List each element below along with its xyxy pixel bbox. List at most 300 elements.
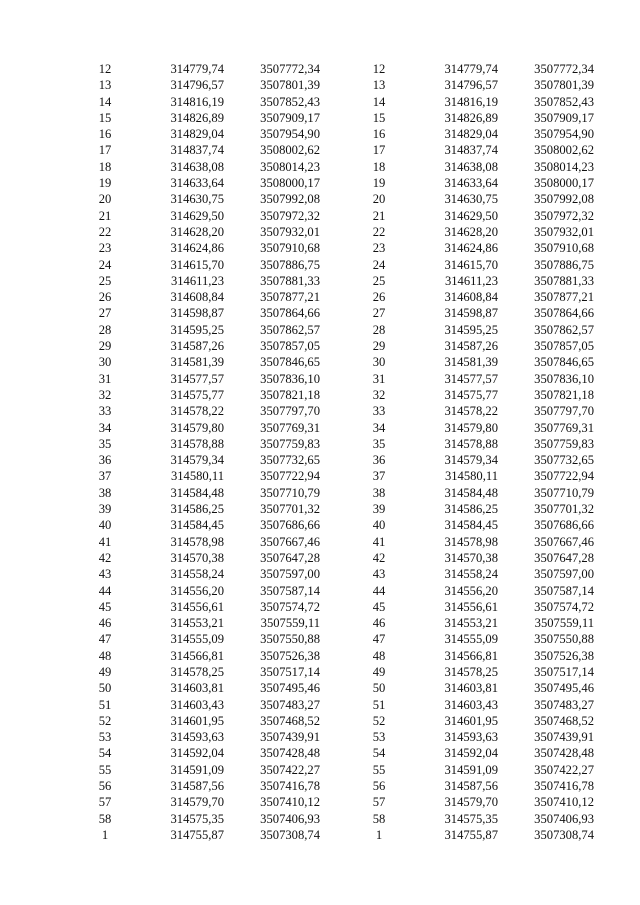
right-y-coordinate: 3507877,21 [534,290,594,305]
left-point-number: 28 [98,322,112,337]
right-y-coordinate: 3507406,93 [534,811,594,826]
right-x-coordinate: 314608,84 [444,290,498,305]
right-y-coordinate: 3507881,33 [534,273,594,288]
left-point-number: 50 [98,681,112,696]
right-y-coordinate: 3507910,68 [534,241,594,256]
right-y-coordinate: 3507909,17 [534,110,594,125]
right-y-coordinate: 3507992,08 [534,192,594,207]
table-row [362,631,594,647]
left-point-number: 23 [98,241,112,256]
right-point-number: 28 [372,322,386,337]
right-y-coordinate: 3507517,14 [534,664,594,679]
table-row [362,583,594,599]
right-x-coordinate: 314638,08 [444,159,498,174]
right-point-number: 34 [372,420,386,435]
right-point-number: 53 [372,730,386,745]
left-x-coordinate: 314796,57 [170,78,224,93]
right-y-coordinate: 3507857,05 [534,339,594,354]
right-point-number: 47 [372,632,386,647]
left-y-coordinate: 3507574,72 [260,599,320,614]
table-row [362,550,594,566]
left-x-coordinate: 314608,84 [170,290,224,305]
left-y-coordinate: 3507846,65 [260,355,320,370]
right-x-coordinate: 314591,09 [444,762,498,777]
left-y-coordinate: 3507701,32 [260,502,320,517]
table-row [88,452,320,468]
right-point-number: 37 [372,469,386,484]
table-row [88,387,320,403]
right-point-number: 39 [372,502,386,517]
left-x-coordinate: 314586,25 [170,502,224,517]
left-point-number: 49 [98,664,112,679]
table-row [88,159,320,175]
left-x-coordinate: 314584,45 [170,518,224,533]
table-row [88,827,320,843]
left-x-coordinate: 314579,70 [170,795,224,810]
left-x-coordinate: 314598,87 [170,306,224,321]
table-row [362,566,594,582]
left-point-number: 54 [98,746,112,761]
table-row [88,713,320,729]
right-point-number: 16 [372,127,386,142]
left-y-coordinate: 3507722,94 [260,469,320,484]
table-row [88,615,320,631]
left-x-coordinate: 314566,81 [170,648,224,663]
right-x-coordinate: 314633,64 [444,176,498,191]
right-x-coordinate: 314553,21 [444,616,498,631]
left-y-coordinate: 3507468,52 [260,713,320,728]
right-x-coordinate: 314584,45 [444,518,498,533]
table-row [88,550,320,566]
table-row [362,680,594,696]
table-row [362,485,594,501]
right-point-number: 42 [372,550,386,565]
table-row [362,371,594,387]
right-point-number: 38 [372,485,386,500]
left-y-coordinate: 3507406,93 [260,811,320,826]
right-x-coordinate: 314578,98 [444,534,498,549]
left-point-number: 19 [98,176,112,191]
table-row [88,305,320,321]
table-row [362,191,594,207]
right-point-number: 12 [372,62,386,76]
coordinates-table-left [88,61,320,843]
right-point-number: 13 [372,78,386,93]
left-point-number: 33 [98,404,112,419]
right-y-coordinate: 3507428,48 [534,746,594,761]
left-point-number: 53 [98,730,112,745]
right-y-coordinate: 3507972,32 [534,208,594,223]
right-y-coordinate: 3507468,52 [534,713,594,728]
right-point-number: 33 [372,404,386,419]
table-row [362,61,594,77]
left-y-coordinate: 3507732,65 [260,453,320,468]
table-row [362,420,594,436]
table-row [88,94,320,110]
right-y-coordinate: 3507710,79 [534,485,594,500]
left-y-coordinate: 3507495,46 [260,681,320,696]
table-row [88,61,320,77]
left-x-coordinate: 314837,74 [170,143,224,158]
left-y-coordinate: 3507852,43 [260,94,320,109]
right-x-coordinate: 314595,25 [444,322,498,337]
left-y-coordinate: 3507836,10 [260,371,320,386]
table-row [88,745,320,761]
left-point-number: 17 [98,143,112,158]
table-row [362,273,594,289]
right-point-number: 21 [372,208,386,223]
right-point-number: 52 [372,713,386,728]
right-point-number: 54 [372,746,386,761]
left-point-number: 22 [98,224,112,239]
left-y-coordinate: 3507909,17 [260,110,320,125]
right-x-coordinate: 314556,20 [444,583,498,598]
left-point-number: 40 [98,518,112,533]
table-row [362,794,594,810]
right-y-coordinate: 3507410,12 [534,795,594,810]
left-x-coordinate: 314575,35 [170,811,224,826]
right-y-coordinate: 3507954,90 [534,127,594,142]
right-x-coordinate: 314615,70 [444,257,498,272]
left-x-coordinate: 314570,38 [170,550,224,565]
left-y-coordinate: 3507667,46 [260,534,320,549]
table-row [88,142,320,158]
right-point-number: 57 [372,795,386,810]
left-point-number: 20 [98,192,112,207]
right-x-coordinate: 314580,11 [444,469,498,484]
table-row [362,762,594,778]
right-x-coordinate: 314603,43 [444,697,498,712]
table-row [362,452,594,468]
left-y-coordinate: 3507932,01 [260,224,320,239]
left-point-number: 37 [98,469,112,484]
right-y-coordinate: 3507846,65 [534,355,594,370]
right-x-coordinate: 314555,09 [444,632,498,647]
right-x-coordinate: 314556,61 [444,599,498,614]
left-y-coordinate: 3507797,70 [260,404,320,419]
left-y-coordinate: 3507550,88 [260,632,320,647]
table-row [362,648,594,664]
table-row [88,583,320,599]
left-x-coordinate: 314595,25 [170,322,224,337]
left-y-coordinate: 3507864,66 [260,306,320,321]
right-point-number: 49 [372,664,386,679]
table-row [362,110,594,126]
right-point-number: 46 [372,616,386,631]
coordinates-table-right-body [362,61,594,843]
left-y-coordinate: 3508000,17 [260,176,320,191]
left-y-coordinate: 3507597,00 [260,567,320,582]
left-y-coordinate: 3507710,79 [260,485,320,500]
right-point-number: 51 [372,697,386,712]
right-y-coordinate: 3507852,43 [534,94,594,109]
right-x-coordinate: 314581,39 [444,355,498,370]
left-x-coordinate: 314624,86 [170,241,224,256]
right-point-number: 24 [372,257,386,272]
left-point-number: 15 [98,110,112,125]
left-y-coordinate: 3507857,05 [260,339,320,354]
right-y-coordinate: 3507797,70 [534,404,594,419]
table-row [362,322,594,338]
left-point-number: 46 [98,616,112,631]
left-y-coordinate: 3507821,18 [260,387,320,402]
left-point-number: 27 [98,306,112,321]
right-y-coordinate: 3507886,75 [534,257,594,272]
left-y-coordinate: 3507526,38 [260,648,320,663]
right-x-coordinate: 314611,23 [444,273,498,288]
table-row [88,599,320,615]
right-y-coordinate: 3507308,74 [534,827,594,842]
left-y-coordinate: 3508002,62 [260,143,320,158]
right-x-coordinate: 314755,87 [444,827,498,842]
left-x-coordinate: 314603,81 [170,681,224,696]
left-x-coordinate: 314580,11 [170,469,224,484]
table-row [362,664,594,680]
table-row [88,403,320,419]
table-row [88,680,320,696]
coordinates-table-right [362,61,594,843]
left-x-coordinate: 314575,77 [170,387,224,402]
table-row [88,436,320,452]
table-row [88,224,320,240]
table-row [362,729,594,745]
table-row [362,175,594,191]
left-x-coordinate: 314628,20 [170,224,224,239]
right-point-number: 18 [372,159,386,174]
left-x-coordinate: 314629,50 [170,208,224,223]
table-row [88,811,320,827]
table-row [88,648,320,664]
left-point-number: 24 [98,257,112,272]
table-row [88,371,320,387]
right-y-coordinate: 3507701,32 [534,502,594,517]
right-y-coordinate: 3507597,00 [534,567,594,582]
right-x-coordinate: 314816,19 [444,94,498,109]
right-x-coordinate: 314586,25 [444,502,498,517]
table-row [362,403,594,419]
table-row [362,387,594,403]
right-x-coordinate: 314592,04 [444,746,498,761]
right-point-number: 31 [372,371,386,386]
left-x-coordinate: 314593,63 [170,730,224,745]
left-y-coordinate: 3507686,66 [260,518,320,533]
right-x-coordinate: 314578,88 [444,436,498,451]
right-point-number: 55 [372,762,386,777]
right-y-coordinate: 3507526,38 [534,648,594,663]
left-y-coordinate: 3507559,11 [260,616,320,631]
right-x-coordinate: 314578,22 [444,404,498,419]
left-point-number: 18 [98,159,112,174]
left-point-number: 56 [98,779,112,794]
table-row [88,208,320,224]
left-x-coordinate: 314601,95 [170,713,224,728]
table-row [88,338,320,354]
right-y-coordinate: 3507559,11 [534,616,594,631]
right-y-coordinate: 3507769,31 [534,420,594,435]
right-point-number: 32 [372,387,386,402]
left-point-number: 1 [101,827,109,842]
left-x-coordinate: 314578,22 [170,404,224,419]
left-x-coordinate: 314556,61 [170,599,224,614]
right-x-coordinate: 314624,86 [444,241,498,256]
right-point-number: 50 [372,681,386,696]
right-x-coordinate: 314826,89 [444,110,498,125]
left-x-coordinate: 314584,48 [170,485,224,500]
right-y-coordinate: 3507483,27 [534,697,594,712]
left-point-number: 36 [98,453,112,468]
left-point-number: 29 [98,339,112,354]
table-row [88,77,320,93]
left-point-number: 25 [98,273,112,288]
right-x-coordinate: 314630,75 [444,192,498,207]
right-y-coordinate: 3507587,14 [534,583,594,598]
right-point-number: 56 [372,779,386,794]
right-point-number: 45 [372,599,386,614]
right-x-coordinate: 314579,34 [444,453,498,468]
right-y-coordinate: 3508014,23 [534,159,594,174]
left-point-number: 13 [98,78,112,93]
left-point-number: 30 [98,355,112,370]
right-point-number: 44 [372,583,386,598]
right-x-coordinate: 314584,48 [444,485,498,500]
left-x-coordinate: 314779,74 [170,62,224,76]
table-row [88,289,320,305]
right-x-coordinate: 314601,95 [444,713,498,728]
table-row [88,420,320,436]
left-y-coordinate: 3507308,74 [260,827,320,842]
right-x-coordinate: 314577,57 [444,371,498,386]
left-x-coordinate: 314611,23 [170,273,224,288]
right-x-coordinate: 314603,81 [444,681,498,696]
left-y-coordinate: 3507881,33 [260,273,320,288]
table-row [362,77,594,93]
right-y-coordinate: 3507422,27 [534,762,594,777]
left-point-number: 55 [98,762,112,777]
right-x-coordinate: 314587,26 [444,339,498,354]
right-x-coordinate: 314829,04 [444,127,498,142]
table-row [88,664,320,680]
left-y-coordinate: 3507772,34 [260,62,320,76]
left-y-coordinate: 3507422,27 [260,762,320,777]
right-y-coordinate: 3507439,91 [534,730,594,745]
right-y-coordinate: 3507862,57 [534,322,594,337]
table-row [88,517,320,533]
left-point-number: 38 [98,485,112,500]
table-row [362,240,594,256]
left-y-coordinate: 3507801,39 [260,78,320,93]
table-row [362,159,594,175]
table-row [362,713,594,729]
left-point-number: 43 [98,567,112,582]
right-y-coordinate: 3508000,17 [534,176,594,191]
left-y-coordinate: 3507769,31 [260,420,320,435]
right-x-coordinate: 314579,80 [444,420,498,435]
table-row [88,697,320,713]
table-row [88,257,320,273]
left-y-coordinate: 3507954,90 [260,127,320,142]
coordinates-table-left-body [88,61,320,843]
left-point-number: 39 [98,502,112,517]
left-y-coordinate: 3507972,32 [260,208,320,223]
right-point-number: 19 [372,176,386,191]
right-point-number: 48 [372,648,386,663]
right-point-number: 27 [372,306,386,321]
right-y-coordinate: 3508002,62 [534,143,594,158]
table-row [88,240,320,256]
left-x-coordinate: 314592,04 [170,746,224,761]
left-x-coordinate: 314755,87 [170,827,224,842]
left-x-coordinate: 314553,21 [170,616,224,631]
table-row [362,468,594,484]
right-point-number: 17 [372,143,386,158]
left-y-coordinate: 3507416,78 [260,779,320,794]
left-point-number: 48 [98,648,112,663]
right-y-coordinate: 3507801,39 [534,78,594,93]
left-x-coordinate: 314578,98 [170,534,224,549]
right-y-coordinate: 3507495,46 [534,681,594,696]
table-row [88,534,320,550]
left-x-coordinate: 314603,43 [170,697,224,712]
left-x-coordinate: 314558,24 [170,567,224,582]
left-point-number: 47 [98,632,112,647]
left-point-number: 14 [98,94,112,109]
right-x-coordinate: 314629,50 [444,208,498,223]
table-row [88,175,320,191]
right-point-number: 30 [372,355,386,370]
left-point-number: 31 [98,371,112,386]
table-row [88,191,320,207]
table-row [362,778,594,794]
table-row [362,289,594,305]
right-y-coordinate: 3507821,18 [534,387,594,402]
table-row [88,354,320,370]
table-row [362,94,594,110]
left-x-coordinate: 314578,88 [170,436,224,451]
table-row [362,615,594,631]
right-y-coordinate: 3507416,78 [534,779,594,794]
table-row [88,485,320,501]
right-point-number: 41 [372,534,386,549]
right-x-coordinate: 314593,63 [444,730,498,745]
right-y-coordinate: 3507759,83 [534,436,594,451]
left-x-coordinate: 314555,09 [170,632,224,647]
table-row [88,501,320,517]
left-y-coordinate: 3507647,28 [260,550,320,565]
left-y-coordinate: 3507992,08 [260,192,320,207]
left-point-number: 51 [98,697,112,712]
table-row [362,126,594,142]
left-point-number: 45 [98,599,112,614]
right-x-coordinate: 314796,57 [444,78,498,93]
table-row [88,778,320,794]
left-point-number: 57 [98,795,112,810]
table-row [88,126,320,142]
right-x-coordinate: 314575,77 [444,387,498,402]
right-point-number: 20 [372,192,386,207]
left-x-coordinate: 314826,89 [170,110,224,125]
right-x-coordinate: 314587,56 [444,779,498,794]
left-y-coordinate: 3507410,12 [260,795,320,810]
left-x-coordinate: 314638,08 [170,159,224,174]
right-y-coordinate: 3507667,46 [534,534,594,549]
left-point-number: 34 [98,420,112,435]
left-x-coordinate: 314577,57 [170,371,224,386]
left-x-coordinate: 314633,64 [170,176,224,191]
right-x-coordinate: 314575,35 [444,811,498,826]
right-point-number: 1 [375,827,383,842]
table-row [362,517,594,533]
right-y-coordinate: 3507864,66 [534,306,594,321]
